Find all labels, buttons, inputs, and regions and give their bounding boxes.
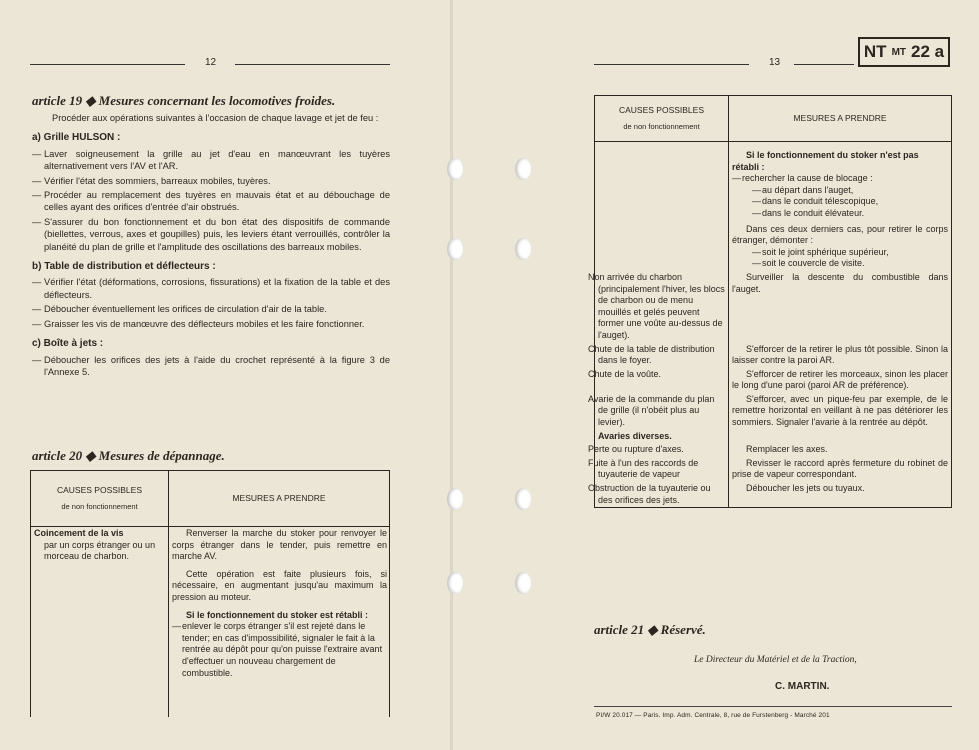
article-19-title: article 19 ◆ Mesures concernant les locomotives froides. (32, 93, 336, 108)
table-row: Obstruction de la tuyauterie ou des orifices des jets. Déboucher les jets ou tuyaux. (595, 482, 952, 508)
page-fold (450, 0, 453, 750)
list-item: — dans le conduit télescopique, (752, 196, 879, 207)
page-number: 13 (769, 57, 781, 68)
document-code-box (858, 37, 950, 67)
signature-name: C. MARTIN. (775, 681, 830, 692)
list-item: — au départ dans l'auget, (752, 184, 854, 195)
binder-hole (447, 238, 463, 260)
article-20-table (30, 470, 390, 717)
table-row: Perte ou rupture d'axes. Remplacer les axes. (595, 443, 952, 457)
list-item: — Procéder au remplacement des tuyères en mauvais état et au débouchage de celles ayant des orifices d'entrée d'air obstrués. (32, 190, 390, 213)
table-row: Chute de la table de distribution dans le foyer. S'efforcer de la retirer le plus tôt possible. Sinon la laisser contre la paroi AR. (595, 343, 952, 368)
table-row (595, 142, 952, 271)
table-row: Chute de la voûte. S'efforcer de retirer les morceaux, sinon les placer le long d'une paroi (paroi AR de préférence). (595, 368, 952, 393)
section-heading: c) Boîte à jets : (32, 338, 104, 350)
list-item: — rechercher la cause de blocage : (732, 173, 873, 184)
right-page-header (594, 57, 854, 71)
section-heading: a) Grille HULSON : (32, 132, 121, 144)
code-nt: NT (863, 42, 887, 61)
right-page-table (588, 95, 952, 508)
cause-title: Coincement de la vis (34, 528, 124, 538)
list-item: — Vérifier l'état des sommiers, barreaux mobiles, tuyères. (32, 175, 271, 186)
table-row (595, 430, 952, 444)
binder-hole (447, 572, 463, 594)
measure-text: Dans ces deux derniers cas, pour retirer le corps étranger, démonter : (732, 223, 948, 246)
cause-text: par un corps étranger ou un morceau de charbon. (44, 539, 156, 562)
table-row (31, 527, 390, 717)
list-item: — soit le couvercle de visite. (752, 258, 865, 269)
list-item: — dans le conduit élévateur. (752, 207, 865, 218)
col-header-measures: MESURES A PRENDRE (729, 96, 952, 142)
table-row: Fuite à l'un des raccords de tuyauterie de vapeur Revisser le raccord après fermeture du robinet de prise de vapeur correspondant. (595, 457, 952, 482)
printer-line: PI/W 20.017 — Paris. Imp. Adm. Centrale, 8, rue de Furstenberg - Marché 201 (596, 712, 830, 719)
signature-title: Le Directeur du Matériel et de la Traction, (694, 655, 857, 665)
footer-rule (594, 706, 952, 707)
binder-hole (515, 158, 531, 180)
list-item: — enlever le corps étranger s'il est rejeté dans le tender; en cas d'impossibilité, signaler le fait à la rentrée au dépôt pour qu'on puisse l'extraire avant d'effectuer un nouveau chargement de combustible. (172, 621, 383, 678)
list-item: — S'assurer du bon fonctionnement et du bon état des dispositifs de commande (biellettes, verrous, axes et goupilles) puis, les leviers étant verrouillés, contrôler la planéité du plan de grille et l'amplitude des oscillations des barreaux mobiles. (32, 216, 390, 252)
measure-heading: Si le fonctionnement du stoker n'est pas rétabli : (732, 150, 919, 172)
list-item: — Déboucher éventuellement les orifices de circulation d'air de la table. (32, 304, 327, 315)
table-row: Avarie de la commande du plan de grille (il n'obéit plus au levier). S'efforcer, avec un pique-feu par exemple, de le remettre horizontal en veillant à ne pas détériorer les sommiers. Signaler l'avarie à la rentrée au dépôt. (595, 393, 952, 430)
measure-heading: Si le fonctionnement du stoker est rétabli : (186, 609, 369, 620)
left-page-header (30, 57, 390, 71)
measure-text: Cette opération est faite plusieurs fois, si nécessaire, en augmentant jusqu'au maximum la pression au moteur. (172, 568, 387, 602)
code-mt: MT (891, 46, 907, 58)
article-20-title: article 20 ◆ Mesures de dépannage. (32, 448, 225, 463)
col-header-causes: CAUSES POSSIBLES de non fonctionnement (31, 471, 169, 527)
table-row: Non arrivée du charbon (principalement l'hiver, les blocs de charbon ou de menu mouillés et gelés peuvent former une voûte au-dessus de l'auget). Surveiller la descente du combustible dans l'auget. (595, 271, 952, 343)
col-header-causes: CAUSES POSSIBLES de non fonctionnement (595, 96, 729, 142)
list-item: — Laver soigneusement la grille au jet d'eau en manœuvrant les tuyères alternativement vers l'AV et l'AR. (32, 148, 390, 172)
measure-text: Renverser la marche du stoker pour renvoyer le corps étranger dans le tender, puis remettre en marche AV. (172, 528, 387, 562)
binder-hole (447, 488, 463, 510)
binder-hole (515, 488, 531, 510)
article-19-intro: Procéder aux opérations suivantes à l'occasion de chaque lavage et jet de feu : (52, 113, 379, 123)
avaries-heading: Avaries diverses. (595, 430, 729, 444)
binder-hole (447, 158, 463, 180)
article-21-title: article 21 ◆ Réservé. (594, 622, 706, 637)
section-heading: b) Table de distribution et déflecteurs : (32, 261, 216, 273)
list-item: — soit le joint sphérique supérieur, (752, 246, 889, 257)
list-item: — Graisser les vis de manœuvre des déflecteurs mobiles et les faire fonctionner. (32, 318, 365, 329)
binder-hole (515, 238, 531, 260)
list-item: — Vérifier l'état (déformations, corrosions, fissurations) et la fixation de la table et des déflecteurs. (32, 277, 390, 300)
page-number: 12 (205, 57, 217, 68)
code-number: 22 a (911, 42, 945, 61)
binder-hole (515, 572, 531, 594)
list-item: — Déboucher les orifices des jets à l'aide du crochet représenté à la figure 3 de l'Annexe 5. (32, 354, 390, 377)
article-19-body (32, 112, 390, 380)
col-header-measures: MESURES A PRENDRE (169, 471, 390, 527)
